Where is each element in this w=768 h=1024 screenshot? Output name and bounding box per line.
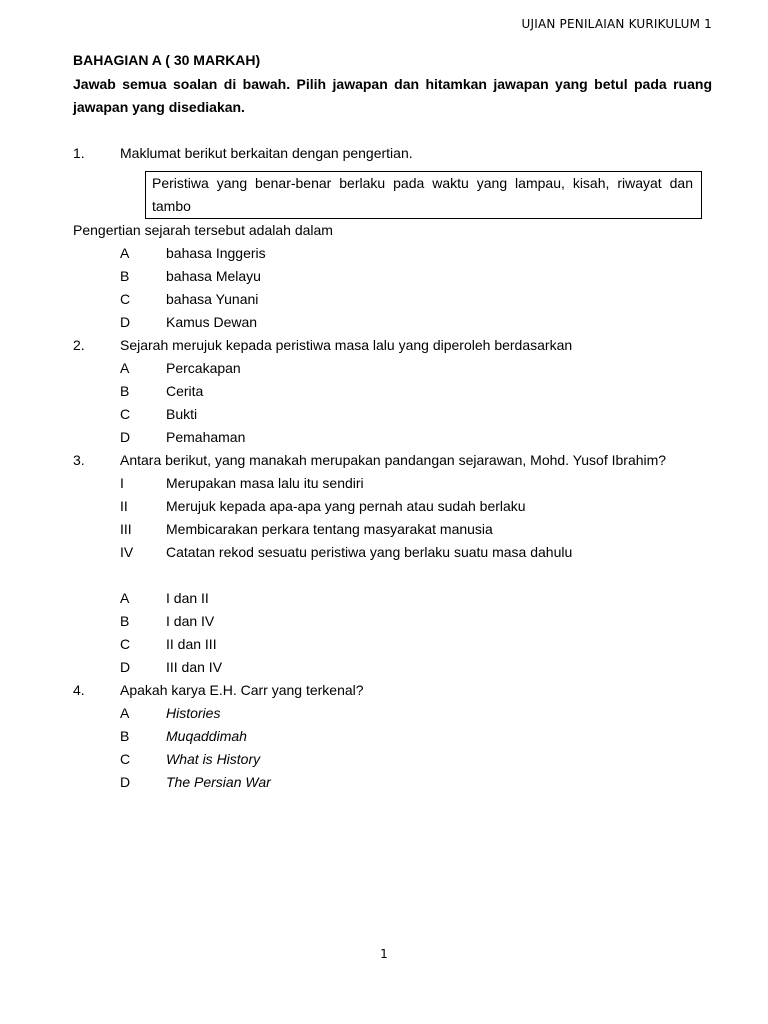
question-number: 3. bbox=[73, 452, 85, 468]
option-a[interactable] bbox=[73, 587, 712, 610]
option-letter: C bbox=[120, 751, 131, 767]
exam-content bbox=[73, 51, 712, 794]
option-a[interactable] bbox=[73, 357, 712, 380]
option-letter: B bbox=[120, 728, 130, 744]
option-c[interactable] bbox=[73, 748, 712, 771]
question-number: 4. bbox=[73, 682, 85, 698]
option-a[interactable] bbox=[73, 242, 712, 265]
option-letter: C bbox=[120, 406, 131, 422]
section-instructions: Jawab semua soalan di bawah. Pilih jawapan dan hitamkan jawapan yang betul pada ruang jawapan yang disediakan. bbox=[73, 76, 712, 115]
option-letter: A bbox=[120, 245, 130, 261]
option-text: bahasa Yunani bbox=[166, 291, 259, 307]
option-b[interactable] bbox=[73, 725, 712, 748]
option-d[interactable] bbox=[73, 771, 712, 794]
statement-iv bbox=[73, 541, 712, 564]
option-text: I dan II bbox=[166, 590, 209, 606]
question-text: Sejarah merujuk kepada peristiwa masa lalu yang diperoleh berdasarkan bbox=[120, 337, 573, 353]
option-letter: B bbox=[120, 268, 130, 284]
option-c[interactable] bbox=[73, 403, 712, 426]
option-c[interactable] bbox=[73, 633, 712, 656]
statement-iii bbox=[73, 518, 712, 541]
statement-numeral: IV bbox=[120, 544, 134, 560]
statement-i bbox=[73, 472, 712, 495]
option-letter: C bbox=[120, 291, 131, 307]
statement-text: Merupakan masa lalu itu sendiri bbox=[166, 475, 364, 491]
option-text: II dan III bbox=[166, 636, 217, 652]
option-d[interactable] bbox=[73, 311, 712, 334]
option-c[interactable] bbox=[73, 288, 712, 311]
page-header: UJIAN PENILAIAN KURIKULUM 1 bbox=[521, 17, 712, 31]
option-text: bahasa Inggeris bbox=[166, 245, 266, 261]
option-d[interactable] bbox=[73, 426, 712, 449]
question-text: Maklumat berikut berkaitan dengan pengertian. bbox=[120, 145, 413, 161]
question-header bbox=[73, 334, 712, 357]
info-box: Peristiwa yang benar-benar berlaku pada waktu yang lampau, kisah, riwayat dan tambo bbox=[145, 171, 702, 219]
option-text: Pemahaman bbox=[166, 429, 246, 445]
statement-text: Catatan rekod sesuatu peristiwa yang berlaku suatu masa dahulu bbox=[166, 544, 573, 560]
question-3 bbox=[73, 449, 712, 679]
statement-text: Merujuk kepada apa-apa yang pernah atau sudah berlaku bbox=[166, 498, 526, 514]
option-letter: A bbox=[120, 705, 130, 721]
question-stem: Pengertian sejarah tersebut adalah dalam bbox=[73, 222, 333, 238]
question-header bbox=[73, 449, 712, 472]
section-title: BAHAGIAN A ( 30 MARKAH) bbox=[73, 52, 261, 68]
statement-numeral: II bbox=[120, 498, 128, 514]
option-letter: C bbox=[120, 636, 131, 652]
option-d[interactable] bbox=[73, 656, 712, 679]
option-b[interactable] bbox=[73, 265, 712, 288]
option-letter: D bbox=[120, 429, 131, 445]
question-number: 1. bbox=[73, 145, 85, 161]
question-2 bbox=[73, 334, 712, 449]
option-text: I dan IV bbox=[166, 613, 215, 629]
question-4 bbox=[73, 679, 712, 794]
question-text: Antara berikut, yang manakah merupakan pandangan sejarawan, Mohd. Yusof Ibrahim? bbox=[120, 452, 667, 468]
statement-numeral: III bbox=[120, 521, 132, 537]
option-letter: B bbox=[120, 383, 130, 399]
option-a[interactable] bbox=[73, 702, 712, 725]
question-1 bbox=[73, 142, 712, 334]
statement-text: Membicarakan perkara tentang masyarakat manusia bbox=[166, 521, 493, 537]
option-text: Cerita bbox=[166, 383, 204, 399]
option-letter: B bbox=[120, 613, 130, 629]
option-text: The Persian War bbox=[166, 774, 271, 790]
option-b[interactable] bbox=[73, 610, 712, 633]
question-header bbox=[73, 679, 712, 702]
option-letter: D bbox=[120, 774, 131, 790]
option-text: Percakapan bbox=[166, 360, 241, 376]
option-text: Histories bbox=[166, 705, 221, 721]
question-text: Apakah karya E.H. Carr yang terkenal? bbox=[120, 682, 364, 698]
option-text: bahasa Melayu bbox=[166, 268, 261, 284]
page-number: 1 bbox=[380, 947, 388, 961]
option-text: III dan IV bbox=[166, 659, 223, 675]
option-text: Kamus Dewan bbox=[166, 314, 258, 330]
option-text: Bukti bbox=[166, 406, 198, 422]
question-header bbox=[73, 142, 712, 165]
option-letter: D bbox=[120, 314, 131, 330]
option-b[interactable] bbox=[73, 380, 712, 403]
option-letter: A bbox=[120, 360, 130, 376]
option-letter: D bbox=[120, 659, 131, 675]
option-text: What is History bbox=[166, 751, 261, 767]
statement-ii bbox=[73, 495, 712, 518]
statement-numeral: I bbox=[120, 475, 124, 491]
option-letter: A bbox=[120, 590, 130, 606]
option-text: Muqaddimah bbox=[166, 728, 247, 744]
question-number: 2. bbox=[73, 337, 85, 353]
